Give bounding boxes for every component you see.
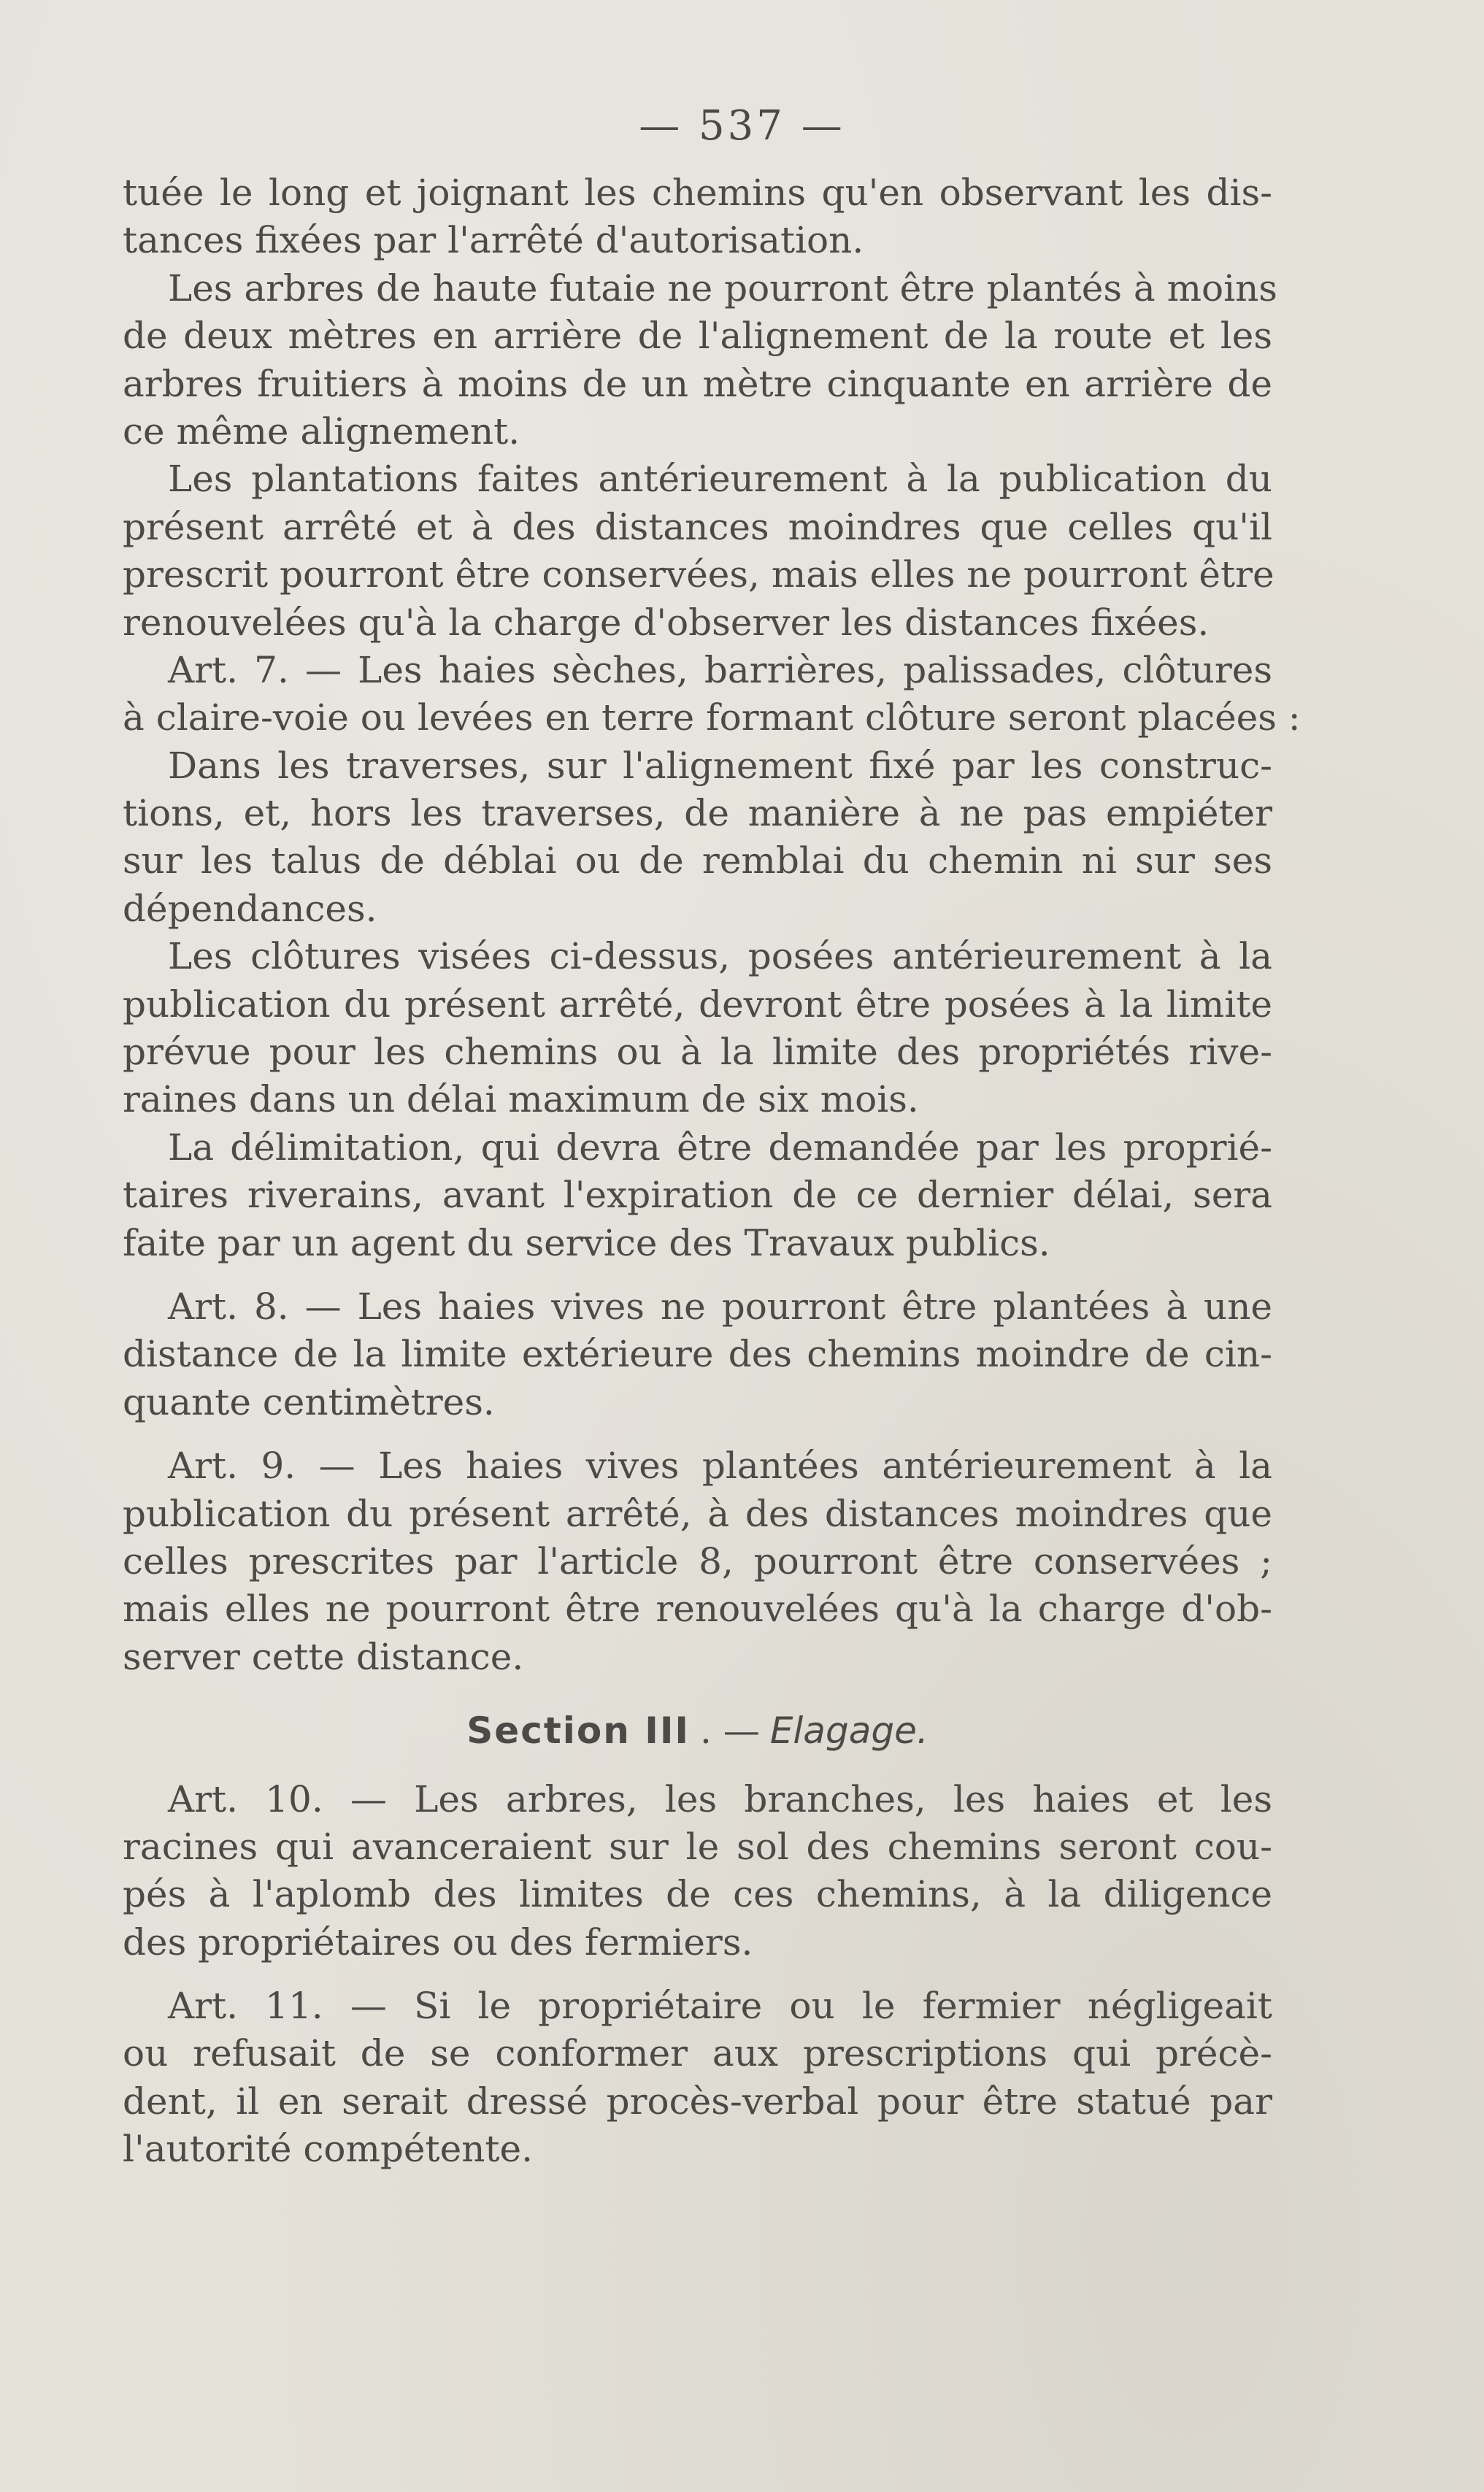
text-line: arbres fruitiers à moins de un mètre cinquante en arrière de [123, 362, 1272, 405]
text-line: Les arbres de haute futaie ne pourront être plantés à moins [168, 266, 1277, 309]
page-number: — 537 — [639, 102, 845, 150]
text-line: taires riverains, avant l'expiration de ce dernier délai, sera [123, 1174, 1272, 1217]
text-line: celles prescrites par l'article 8, pourront être conservées ; [123, 1539, 1272, 1583]
text-line: prescrit pourront être conservées, mais elles ne pourront être [123, 553, 1275, 596]
text-line: publication du présent arrêté, devront être posées à la limite [123, 982, 1272, 1026]
section-label: Section III [466, 1710, 691, 1753]
section-title: Elagage. [769, 1710, 929, 1753]
text-line: Dans les traverses, sur l'alignement fixé par les construc- [168, 744, 1272, 787]
text-line: renouvelées qu'à la charge d'observer les distances fixées. [123, 601, 1210, 644]
article-9-line: Art. 9. — Les haies vives plantées antérieurement à la [168, 1445, 1272, 1488]
text-line: La délimitation, qui devra être demandée par les proprié- [168, 1126, 1272, 1169]
text-line: tuée le long et joignant les chemins qu'en observant les dis- [123, 172, 1272, 214]
article-11-line: Art. 11. — Si le propriétaire ou le fermier négligeait [168, 1985, 1272, 2028]
text-line: distance de la limite extérieure des chemins moindre de cin- [123, 1333, 1272, 1376]
text-line: mais elles ne pourront être renouvelées qu'à la charge d'ob- [123, 1588, 1272, 1631]
article-10-line: Art. 10. — Les arbres, les branches, les haies et les [168, 1777, 1272, 1820]
text-line: racines qui avanceraient sur le sol des chemins seront cou- [123, 1825, 1272, 1868]
text-line: ou refusait de se conformer aux prescriptions qui précè- [123, 2032, 1272, 2075]
text-line: pés à l'aplomb des limites de ces chemins, à la diligence [123, 1873, 1272, 1916]
section-dash: . — [700, 1710, 760, 1753]
text-line: faite par un agent du service des Travaux publics. [123, 1221, 1050, 1264]
article-7-line: Art. 7. — Les haies sèches, barrières, palissades, clôtures [168, 648, 1272, 691]
text-line: publication du présent arrêté, à des distances moindres que [123, 1492, 1272, 1535]
text-line: prévue pour les chemins ou à la limite des propriétés rive- [123, 1031, 1272, 1074]
text-line: l'autorité compétente. [123, 2128, 533, 2171]
text-line: Les clôtures visées ci-dessus, posées antérieurement à la [168, 935, 1272, 978]
text-line: tances fixées par l'arrêté d'autorisation. [123, 219, 864, 262]
article-8-line: Art. 8. — Les haies vives ne pourront être plantées à une [168, 1285, 1272, 1328]
body-text [123, 169, 1301, 2174]
paragraph-gap [123, 1267, 1272, 1283]
section-heading [123, 1707, 1272, 1755]
text-line: ce même alignement. [123, 409, 520, 453]
paragraph-gap [123, 1426, 1272, 1442]
text-line: dent, il en serait dressé procès-verbal pour être statué par [123, 2080, 1272, 2123]
text-line: raines dans un délai maximum de six mois. [123, 1078, 919, 1121]
text-line: des propriétaires ou des fermiers. [123, 1920, 753, 1964]
paragraph-gap [123, 1966, 1272, 1983]
text-line: quante centimètres. [123, 1380, 495, 1423]
text-line: présent arrêté et à des distances moindres que celles qu'il [123, 505, 1272, 548]
text-line: dépendances. [123, 887, 377, 930]
text-line: à claire-voie ou levées en terre formant clôture seront placées : [123, 696, 1301, 739]
text-line: de deux mètres en arrière de l'alignement de la route et les [123, 315, 1272, 358]
text-line: tions, et, hors les traverses, de manière à ne pas empiéter [123, 792, 1272, 835]
text-line: Les plantations faites antérieurement à la publication du [168, 458, 1272, 501]
text-line: server cette distance. [123, 1635, 524, 1678]
text-line: sur les talus de déblai ou de remblai du chemin ni sur ses [123, 839, 1272, 882]
